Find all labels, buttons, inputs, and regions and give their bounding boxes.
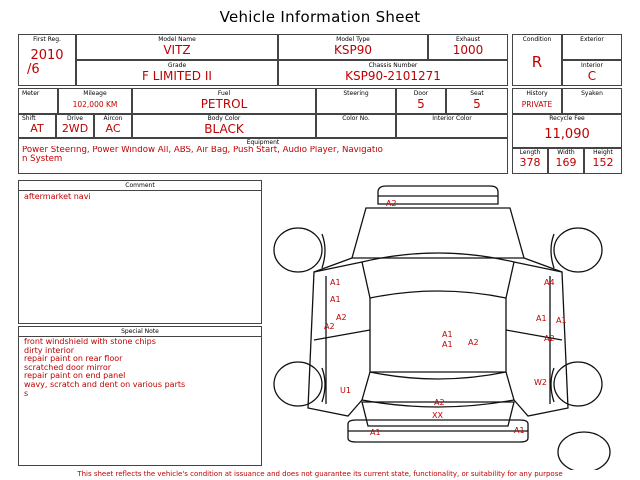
first-reg-label: First Reg. [33, 36, 61, 43]
exhaust-cell [428, 34, 508, 60]
damage-mark: A1 [442, 330, 453, 339]
equipment-line-2: n System [22, 154, 63, 164]
wheel-rear-right [554, 362, 602, 406]
width-value: 169 [555, 156, 577, 169]
grade-value: F LIMITED II [142, 69, 212, 83]
damage-mark: A2 [336, 313, 347, 322]
shift-value: AT [30, 122, 44, 135]
damage-mark: A1 [330, 295, 341, 304]
model-type-label: Model Type [336, 36, 370, 43]
damage-mark: A2 [324, 322, 335, 331]
seat-cell [446, 88, 508, 114]
drive-value: 2WD [61, 122, 89, 135]
height-label: Height [593, 149, 613, 156]
special-note-line: s [24, 388, 29, 398]
model-type-value: KSP90 [334, 43, 372, 57]
grade-label: Grade [167, 62, 187, 69]
recycle-fee-cell [512, 114, 622, 148]
special-note-line: wavy, scratch and dent on various parts [24, 379, 186, 389]
history-value: PRIVATE [521, 100, 553, 109]
spare-tire [558, 432, 610, 470]
interior-label: Interior [581, 62, 603, 69]
chassis-cell [278, 60, 508, 86]
special-note-line: dirty interior [24, 345, 75, 355]
body-color-label: Body Color [207, 115, 241, 122]
damage-mark: A2 [434, 398, 445, 407]
fuel-label: Fuel [217, 90, 231, 97]
drive-label: Drive [67, 115, 83, 122]
body-color-cell [132, 114, 316, 138]
exhaust-value: 1000 [452, 43, 484, 57]
meter-cell [18, 88, 58, 114]
damage-mark: A1 [536, 314, 547, 323]
recycle-fee-label: Recycle Fee [549, 115, 585, 122]
first-reg-month: /6 [27, 62, 40, 77]
exterior-cell [562, 34, 622, 60]
height-value: 152 [592, 156, 614, 169]
history-label: History [526, 90, 548, 97]
special-note-line: front windshield with stone chips [24, 337, 156, 346]
equipment-line-1: Power Steering, Power Window All, ABS, Air Bag, Push Start, Audio Player, Navigatio [22, 146, 383, 155]
recycle-fee-value: 11,090 [544, 127, 590, 142]
damage-mark: A4 [544, 278, 555, 287]
fuel-value: PETROL [200, 97, 248, 111]
condition-cell [512, 34, 562, 86]
damage-mark: A1 [370, 428, 381, 437]
damage-mark: A1 [330, 278, 341, 287]
aircon-cell [94, 114, 132, 138]
shift-label: Shift [22, 115, 36, 122]
width-cell [548, 148, 584, 174]
color-no-cell [316, 114, 396, 138]
comment-label: Comment [19, 181, 261, 191]
wheel-front-right [554, 228, 602, 272]
damage-mark: W2 [534, 378, 547, 387]
aircon-label: Aircon [103, 115, 123, 122]
special-note-line: repair paint on end panel [24, 371, 126, 381]
aircon-value: AC [105, 122, 121, 135]
grade-cell [76, 60, 278, 86]
model-name-value: VITZ [163, 43, 191, 57]
damage-mark: A1 [556, 316, 567, 325]
damage-mark: A1 [442, 340, 453, 349]
door-label: Door [413, 90, 429, 97]
damage-mark: A2 [544, 334, 555, 343]
length-value: 378 [519, 156, 541, 169]
damage-mark: A2 [468, 338, 479, 347]
model-type-cell [278, 34, 428, 60]
interior-color-label: Interior Color [432, 115, 472, 122]
syaken-label: Syaken [581, 90, 603, 97]
shift-cell [18, 114, 56, 138]
first-reg-cell [18, 34, 76, 86]
first-reg-year: 2010 [30, 48, 64, 63]
equipment-label: Equipment [246, 139, 280, 146]
mileage-value: 102,000 KM [72, 100, 118, 109]
damage-mark: XX [432, 411, 443, 420]
door-cell [396, 88, 446, 114]
model-name-label: Model Name [158, 36, 196, 43]
page-title: Vehicle Information Sheet [219, 8, 421, 26]
damage-mark: A2 [386, 199, 397, 208]
special-note-label: Special Note [19, 327, 261, 337]
steering-cell [316, 88, 396, 114]
syaken-cell [562, 88, 622, 114]
steering-label: Steering [343, 90, 369, 97]
length-label: Length [519, 149, 541, 156]
history-cell [512, 88, 562, 114]
equipment-cell [18, 138, 508, 174]
interior-cell [562, 60, 622, 86]
right-side-outline [514, 258, 568, 416]
seat-value: 5 [473, 97, 481, 111]
chassis-label: Chassis Number [368, 62, 418, 69]
comment-box [18, 180, 262, 324]
condition-value: R [531, 53, 543, 71]
special-note-box [18, 326, 262, 466]
mileage-label: Mileage [83, 90, 107, 97]
special-note-line: repair paint on rear floor [24, 354, 123, 364]
roof-outline [362, 253, 514, 298]
footer-disclaimer: This sheet reflects the vehicle's condition at issuance and does not guarantee its current state, functionality, or suitability for any purpose [77, 470, 563, 478]
seat-label: Seat [470, 90, 484, 97]
model-name-cell [76, 34, 278, 60]
wheel-rear-left [274, 362, 322, 406]
interior-value: C [587, 69, 597, 83]
exterior-label: Exterior [580, 36, 604, 43]
condition-label: Condition [522, 36, 552, 43]
interior-color-cell [396, 114, 508, 138]
door-value: 5 [417, 97, 425, 111]
length-cell [512, 148, 548, 174]
drive-cell [56, 114, 94, 138]
color-no-label: Color No. [342, 115, 370, 122]
width-label: Width [557, 149, 575, 156]
body-color-value: BLACK [204, 122, 244, 136]
chassis-value: KSP90-2101271 [345, 69, 441, 83]
hood-outline [352, 208, 524, 258]
mileage-cell [58, 88, 132, 114]
comment-text: aftermarket navi [24, 192, 91, 201]
damage-mark: U1 [340, 386, 351, 395]
meter-label: Meter [22, 90, 40, 97]
damage-mark: A1 [514, 426, 525, 435]
exhaust-label: Exhaust [455, 36, 481, 43]
fuel-cell [132, 88, 316, 114]
special-note-line: scratched door mirror [24, 362, 112, 372]
wheel-front-left [274, 228, 322, 272]
height-cell [584, 148, 622, 174]
